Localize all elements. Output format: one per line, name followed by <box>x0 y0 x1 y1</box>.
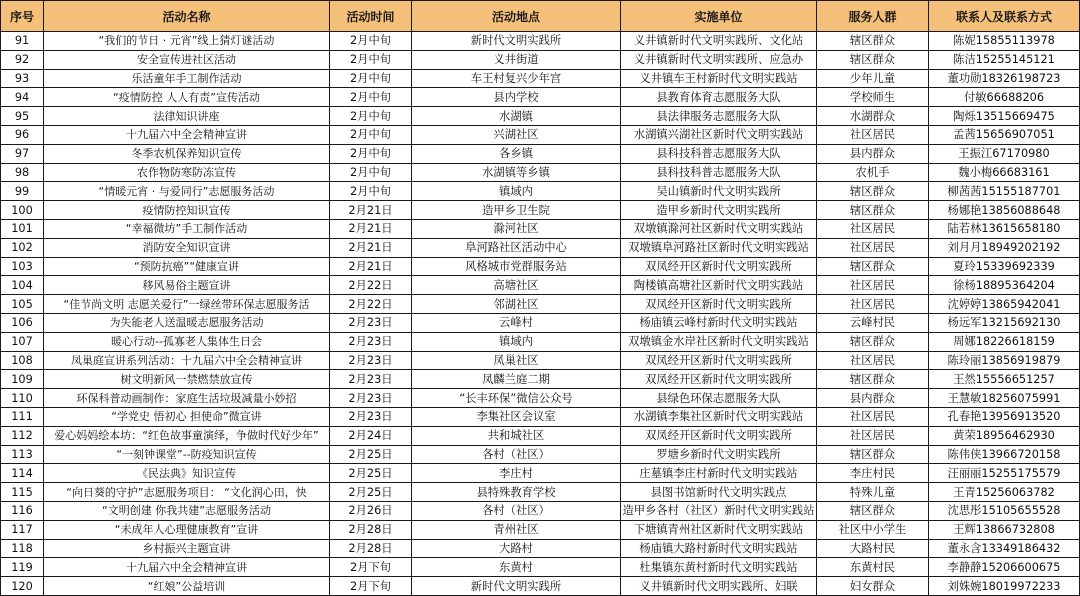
table-row <box>1 201 1080 220</box>
col-header-name: 活动名称 <box>44 1 330 32</box>
cell-time: 2月下旬 <box>330 577 412 596</box>
cell-crowd: 辖区群众 <box>817 50 929 69</box>
col-header-crowd: 服务人群 <box>817 1 929 32</box>
table-row <box>1 107 1080 126</box>
table-row <box>1 539 1080 558</box>
table-row <box>1 163 1080 182</box>
table-row <box>1 295 1080 314</box>
cell-time: 2月中旬 <box>330 88 412 107</box>
cell-no: 91 <box>1 32 44 51</box>
cell-name: 农作物防寒防冻宣传 <box>44 163 330 182</box>
cell-unit: 庄墓镇李庄村新时代文明实践站 <box>621 464 817 483</box>
cell-unit: 双墩镇滁河社区新时代文明实践站 <box>621 219 817 238</box>
cell-name: 十九届六中全会精神宣讲 <box>44 558 330 577</box>
cell-time: 2月中旬 <box>330 69 412 88</box>
cell-place: 凤巢社区 <box>412 351 621 370</box>
cell-no: 102 <box>1 238 44 257</box>
cell-crowd: 辖区群众 <box>817 201 929 220</box>
cell-contact: 徐杨18895364204 <box>929 276 1080 295</box>
cell-no: 95 <box>1 107 44 126</box>
cell-no: 117 <box>1 520 44 539</box>
table-row <box>1 483 1080 502</box>
cell-time: 2月23日 <box>330 351 412 370</box>
cell-unit: 造甲乡新时代文明实践所 <box>621 201 817 220</box>
cell-time: 2月23日 <box>330 370 412 389</box>
cell-name: 乡村振兴主题宣讲 <box>44 539 330 558</box>
col-header-no: 序号 <box>1 1 44 32</box>
table-row <box>1 32 1080 51</box>
cell-contact: 杨远军13215692130 <box>929 313 1080 332</box>
cell-time: 2月23日 <box>330 313 412 332</box>
table-row <box>1 332 1080 351</box>
table-row <box>1 125 1080 144</box>
cell-time: 2月中旬 <box>330 163 412 182</box>
cell-no: 112 <box>1 426 44 445</box>
cell-unit: 水湖镇李集社区新时代文明实践站 <box>621 407 817 426</box>
cell-unit: 造甲乡各村（社区）新时代文明实践站 <box>621 501 817 520</box>
cell-name: “情暖元宵 · 与爱同行”志愿服务活动 <box>44 182 330 201</box>
cell-time: 2月中旬 <box>330 50 412 69</box>
cell-crowd: 李庄村民 <box>817 464 929 483</box>
cell-unit: 双凤经开区新时代文明实践所 <box>621 257 817 276</box>
cell-place: 李集社区会议室 <box>412 407 621 426</box>
cell-unit: 水湖镇兴湖社区新时代文明实践站 <box>621 125 817 144</box>
cell-contact: 刘姝婉18019972233 <box>929 577 1080 596</box>
cell-no: 100 <box>1 201 44 220</box>
cell-crowd: 社区居民 <box>817 238 929 257</box>
cell-name: “学党史 悟初心 担使命”微宣讲 <box>44 407 330 426</box>
cell-name: 暖心行动--孤寡老人集体生日会 <box>44 332 330 351</box>
cell-name: 环保科普动画制作：家庭生活垃圾减量小妙招 <box>44 389 330 408</box>
cell-time: 2月23日 <box>330 332 412 351</box>
cell-place: 邻湖社区 <box>412 295 621 314</box>
table-row <box>1 313 1080 332</box>
cell-time: 2月28日 <box>330 539 412 558</box>
cell-name: “幸福微坊”手工制作活动 <box>44 219 330 238</box>
cell-place: 各村（社区） <box>412 445 621 464</box>
cell-contact: 陈妮15855113978 <box>929 32 1080 51</box>
cell-unit: 陶楼镇高塘社区新时代文明实践站 <box>621 276 817 295</box>
cell-name: 疫情防控知识宣传 <box>44 201 330 220</box>
table-row <box>1 445 1080 464</box>
table-row <box>1 407 1080 426</box>
cell-place: 阜河路社区活动中心 <box>412 238 621 257</box>
cell-contact: 陆若林13615658180 <box>929 219 1080 238</box>
cell-unit: 县科技科普志愿服务大队 <box>621 144 817 163</box>
cell-contact: 董永含13349186432 <box>929 539 1080 558</box>
cell-contact: 沈思彤15105655528 <box>929 501 1080 520</box>
cell-unit: 双凤经开区新时代文明实践所 <box>621 351 817 370</box>
cell-unit: 杨庙镇大路村新时代文明实践站 <box>621 539 817 558</box>
cell-time: 2月中旬 <box>330 125 412 144</box>
table-row <box>1 426 1080 445</box>
cell-contact: 孔春艳13956913520 <box>929 407 1080 426</box>
cell-time: 2月23日 <box>330 407 412 426</box>
cell-contact: 王慧敏18256075991 <box>929 389 1080 408</box>
cell-place: 镇域内 <box>412 332 621 351</box>
cell-name: 乐活童年手工制作活动 <box>44 69 330 88</box>
cell-time: 2月21日 <box>330 257 412 276</box>
cell-contact: 陈伟侠13966720158 <box>929 445 1080 464</box>
table-row <box>1 351 1080 370</box>
cell-unit: 双墩镇阜河路社区新时代文明实践站 <box>621 238 817 257</box>
cell-crowd: 少年儿童 <box>817 69 929 88</box>
col-header-place: 活动地点 <box>412 1 621 32</box>
cell-unit: 双凤经开区新时代文明实践所 <box>621 426 817 445</box>
cell-place: 东黄村 <box>412 558 621 577</box>
cell-time: 2月22日 <box>330 276 412 295</box>
cell-time: 2月中旬 <box>330 144 412 163</box>
cell-crowd: 水湖群众 <box>817 107 929 126</box>
cell-crowd: 辖区群众 <box>817 32 929 51</box>
cell-contact: 李静静15206600675 <box>929 558 1080 577</box>
cell-name: “红娘”公益培训 <box>44 577 330 596</box>
cell-name: “我们的节日 · 元宵”线上猜灯谜活动 <box>44 32 330 51</box>
table-row <box>1 370 1080 389</box>
cell-crowd: 社区居民 <box>817 276 929 295</box>
cell-place: 风格城市党群服务站 <box>412 257 621 276</box>
cell-contact: 董功勋18326198723 <box>929 69 1080 88</box>
table-row <box>1 501 1080 520</box>
cell-place: 各乡镇 <box>412 144 621 163</box>
cell-place: 造甲乡卫生院 <box>412 201 621 220</box>
cell-place: 水湖镇等乡镇 <box>412 163 621 182</box>
cell-no: 94 <box>1 88 44 107</box>
table-row <box>1 577 1080 596</box>
cell-place: “长丰环保”微信公众号 <box>412 389 621 408</box>
cell-name: 树文明新风一禁燃禁放宣传 <box>44 370 330 389</box>
cell-name: “向日葵的守护”志愿服务项目： “文化润心田，快 <box>44 483 330 502</box>
cell-no: 92 <box>1 50 44 69</box>
cell-time: 2月21日 <box>330 201 412 220</box>
cell-crowd: 云峰村民 <box>817 313 929 332</box>
cell-no: 120 <box>1 577 44 596</box>
cell-unit: 双凤经开区新时代文明实践所 <box>621 370 817 389</box>
cell-unit: 县绿色环保志愿服务大队 <box>621 389 817 408</box>
cell-contact: 王青15256063782 <box>929 483 1080 502</box>
cell-name: 消防安全知识宣讲 <box>44 238 330 257</box>
cell-contact: 魏小梅66683161 <box>929 163 1080 182</box>
table-row <box>1 88 1080 107</box>
cell-time: 2月25日 <box>330 445 412 464</box>
cell-place: 云峰村 <box>412 313 621 332</box>
cell-time: 2月23日 <box>330 389 412 408</box>
cell-crowd: 学校师生 <box>817 88 929 107</box>
cell-place: 车王村复兴少年宫 <box>412 69 621 88</box>
cell-no: 104 <box>1 276 44 295</box>
cell-crowd: 社区居民 <box>817 295 929 314</box>
cell-crowd: 东黄村民 <box>817 558 929 577</box>
cell-place: 各村（社区） <box>412 501 621 520</box>
cell-contact: 陶烁13515669475 <box>929 107 1080 126</box>
cell-crowd: 辖区群众 <box>817 182 929 201</box>
cell-name: “一刻钟课堂”--防疫知识宣传 <box>44 445 330 464</box>
cell-name: 法律知识讲座 <box>44 107 330 126</box>
cell-name: “疫情防控 人人有责”宣传活动 <box>44 88 330 107</box>
cell-no: 110 <box>1 389 44 408</box>
cell-unit: 罗塘乡新时代文明实践所 <box>621 445 817 464</box>
cell-time: 2月24日 <box>330 426 412 445</box>
cell-name: “预防抗癌”“健康宣讲 <box>44 257 330 276</box>
cell-no: 97 <box>1 144 44 163</box>
table-row <box>1 50 1080 69</box>
cell-no: 116 <box>1 501 44 520</box>
cell-unit: 县法律服务志愿服务大队 <box>621 107 817 126</box>
cell-name: “未成年人心理健康教育”宣讲 <box>44 520 330 539</box>
cell-time: 2月中旬 <box>330 32 412 51</box>
cell-no: 99 <box>1 182 44 201</box>
cell-no: 118 <box>1 539 44 558</box>
header-row <box>1 1 1080 32</box>
cell-no: 109 <box>1 370 44 389</box>
cell-contact: 汪丽丽15255175579 <box>929 464 1080 483</box>
cell-place: 义井街道 <box>412 50 621 69</box>
cell-no: 103 <box>1 257 44 276</box>
col-header-unit: 实施单位 <box>621 1 817 32</box>
cell-place: 镇域内 <box>412 182 621 201</box>
cell-unit: 杨庙镇云峰村新时代文明实践站 <box>621 313 817 332</box>
cell-time: 2月中旬 <box>330 107 412 126</box>
cell-place: 凤麟兰庭二期 <box>412 370 621 389</box>
cell-crowd: 辖区群众 <box>817 257 929 276</box>
cell-place: 县特殊教育学校 <box>412 483 621 502</box>
cell-unit: 吴山镇新时代文明实践所 <box>621 182 817 201</box>
cell-contact: 王辉13866732808 <box>929 520 1080 539</box>
col-header-contact: 联系人及联系方式 <box>929 1 1080 32</box>
cell-no: 98 <box>1 163 44 182</box>
cell-place: 新时代文明实践所 <box>412 32 621 51</box>
cell-name: “佳节尚文明 志愿关爱行”一绿丝带环保志愿服务活 <box>44 295 330 314</box>
cell-contact: 杨娜艳13856088648 <box>929 201 1080 220</box>
cell-unit: 双凤经开区新时代文明实践所 <box>621 295 817 314</box>
cell-place: 县内学校 <box>412 88 621 107</box>
cell-crowd: 县内群众 <box>817 144 929 163</box>
table-body <box>1 32 1080 596</box>
cell-crowd: 大路村民 <box>817 539 929 558</box>
table-row <box>1 389 1080 408</box>
cell-crowd: 社区居民 <box>817 426 929 445</box>
cell-place: 李庄村 <box>412 464 621 483</box>
cell-unit: 县图书馆新时代文明实践点 <box>621 483 817 502</box>
cell-unit: 下塘镇青州社区新时代文明实践站 <box>621 520 817 539</box>
cell-no: 108 <box>1 351 44 370</box>
cell-time: 2月22日 <box>330 295 412 314</box>
cell-crowd: 县内群众 <box>817 389 929 408</box>
cell-unit: 义井镇新时代文明实践所、应急办 <box>621 50 817 69</box>
cell-time: 2月28日 <box>330 520 412 539</box>
table-row <box>1 520 1080 539</box>
cell-crowd: 社区居民 <box>817 219 929 238</box>
cell-no: 113 <box>1 445 44 464</box>
table-row <box>1 558 1080 577</box>
cell-crowd: 社区居民 <box>817 407 929 426</box>
cell-time: 2月25日 <box>330 483 412 502</box>
cell-no: 105 <box>1 295 44 314</box>
cell-crowd: 特殊儿童 <box>817 483 929 502</box>
cell-time: 2月21日 <box>330 219 412 238</box>
cell-crowd: 社区居民 <box>817 125 929 144</box>
cell-time: 2月26日 <box>330 501 412 520</box>
table-row <box>1 144 1080 163</box>
cell-time: 2月中旬 <box>330 182 412 201</box>
cell-unit: 义井镇车王村新时代文明实践站 <box>621 69 817 88</box>
cell-no: 101 <box>1 219 44 238</box>
cell-place: 新时代文明实践所 <box>412 577 621 596</box>
cell-crowd: 社区居民 <box>817 351 929 370</box>
cell-unit: 义井镇新时代文明实践所、妇联 <box>621 577 817 596</box>
cell-place: 高塘社区 <box>412 276 621 295</box>
cell-name: 爱心妈妈绘本坊：“红色故事童演绎，争做时代好少年” <box>44 426 330 445</box>
cell-name: 《民法典》知识宣传 <box>44 464 330 483</box>
cell-time: 2月21日 <box>330 238 412 257</box>
cell-place: 水湖镇 <box>412 107 621 126</box>
table-row <box>1 219 1080 238</box>
cell-unit: 双墩镇金水岸社区新时代文明实践站 <box>621 332 817 351</box>
table-row <box>1 69 1080 88</box>
cell-name: 凤巢庭宣讲系列活动：十九届六中全会精神宣讲 <box>44 351 330 370</box>
cell-crowd: 妇女群众 <box>817 577 929 596</box>
cell-place: 青州社区 <box>412 520 621 539</box>
cell-place: 共和城社区 <box>412 426 621 445</box>
cell-no: 96 <box>1 125 44 144</box>
cell-crowd: 辖区群众 <box>817 370 929 389</box>
cell-no: 93 <box>1 69 44 88</box>
cell-name: 十九届六中全会精神宣讲 <box>44 125 330 144</box>
cell-contact: 黄荣18956462930 <box>929 426 1080 445</box>
cell-unit: 杜集镇东黄村新时代文明实践站 <box>621 558 817 577</box>
table-row <box>1 257 1080 276</box>
table-row <box>1 464 1080 483</box>
cell-time: 2月下旬 <box>330 558 412 577</box>
cell-time: 2月25日 <box>330 464 412 483</box>
cell-contact: 王然15556651257 <box>929 370 1080 389</box>
cell-name: 为失能老人送温暖志愿服务活动 <box>44 313 330 332</box>
cell-contact: 夏玲15339692339 <box>929 257 1080 276</box>
cell-name: 冬季农机保养知识宣传 <box>44 144 330 163</box>
cell-crowd: 辖区群众 <box>817 332 929 351</box>
cell-place: 兴湖社区 <box>412 125 621 144</box>
cell-place: 大路村 <box>412 539 621 558</box>
cell-crowd: 辖区群众 <box>817 501 929 520</box>
cell-crowd: 社区中小学生 <box>817 520 929 539</box>
cell-unit: 县科技科普志愿服务大队 <box>621 163 817 182</box>
cell-no: 106 <box>1 313 44 332</box>
cell-place: 滁河社区 <box>412 219 621 238</box>
cell-unit: 义井镇新时代文明实践所、文化站 <box>621 32 817 51</box>
cell-no: 107 <box>1 332 44 351</box>
cell-no: 114 <box>1 464 44 483</box>
cell-contact: 孟茜15656907051 <box>929 125 1080 144</box>
cell-name: “文明创建 你我共建”志愿服务活动 <box>44 501 330 520</box>
cell-no: 119 <box>1 558 44 577</box>
table-row <box>1 182 1080 201</box>
cell-contact: 柳茜茜15155187701 <box>929 182 1080 201</box>
cell-contact: 陈玲丽13856919879 <box>929 351 1080 370</box>
cell-unit: 县教育体育志愿服务大队 <box>621 88 817 107</box>
cell-contact: 付敏66688206 <box>929 88 1080 107</box>
col-header-time: 活动时间 <box>330 1 412 32</box>
cell-crowd: 农机手 <box>817 163 929 182</box>
cell-contact: 周娜18226618159 <box>929 332 1080 351</box>
cell-no: 111 <box>1 407 44 426</box>
cell-contact: 陈洁15255145121 <box>929 50 1080 69</box>
cell-name: 安全宣传进社区活动 <box>44 50 330 69</box>
table-row <box>1 276 1080 295</box>
cell-contact: 沈婷婷13865942041 <box>929 295 1080 314</box>
cell-no: 115 <box>1 483 44 502</box>
cell-contact: 王振江67170980 <box>929 144 1080 163</box>
table-row <box>1 238 1080 257</box>
cell-name: 移风易俗主题宣讲 <box>44 276 330 295</box>
cell-contact: 刘月月18949202192 <box>929 238 1080 257</box>
cell-crowd: 辖区群众 <box>817 445 929 464</box>
